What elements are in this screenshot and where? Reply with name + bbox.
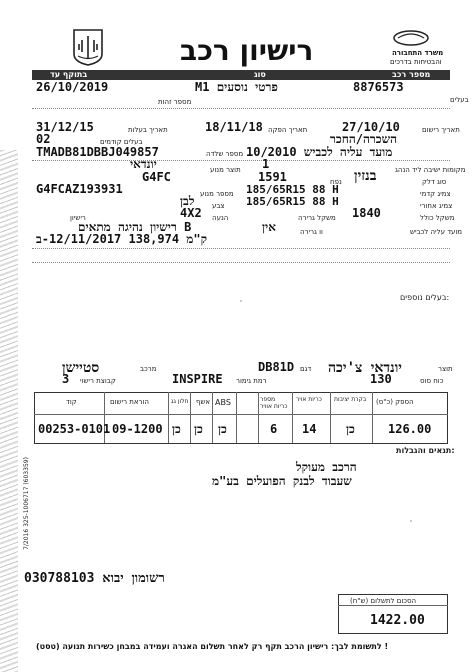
propulsion-value: 4X2 — [180, 206, 202, 220]
header-banner — [32, 70, 450, 80]
model-code-label: תוצר מנוע — [210, 166, 241, 174]
comment-line-2: שעבוד לבנק הפועלים בע"מ — [212, 474, 352, 488]
spec-airbags-value: 6 — [270, 422, 278, 436]
comments-label: תנאים והגבלות: — [396, 446, 455, 455]
engine-number-value: G4FCAZ193931 — [36, 182, 123, 196]
spec-code-value: 00253-0101 — [38, 422, 111, 436]
spec-tow-value: כן — [194, 422, 203, 436]
banner-valid-until: בתוקף עד — [50, 70, 88, 79]
owner-date-value: 31/12/15 — [36, 120, 94, 134]
issue-date-value: 18/11/18 — [205, 120, 263, 134]
color-label: צבע — [212, 202, 225, 210]
additional-owners-label: בעלים נוספים: — [400, 293, 450, 302]
document-title: רישיון רכב — [180, 34, 314, 67]
spec-abs-value: כן — [218, 422, 227, 436]
tow-hook-value: אין — [262, 220, 276, 234]
required-inspection-value: מועד עליה לכביש 10/2010 — [246, 145, 393, 159]
spec-stability-value: כן — [346, 422, 355, 436]
vehicle-type-value: M1 פרטי נוסעים — [195, 80, 278, 94]
towing-weight-label: משקל גרירה — [298, 214, 336, 222]
propulsion-label: הנעה — [212, 214, 229, 222]
ministry-name: משרד התחבורה — [392, 49, 444, 57]
vehicle-seats-label: קבוצת רישוי — [80, 377, 116, 385]
spec-header-power: הספק (כ"ס) — [376, 398, 414, 406]
front-tire-value: 185/65R15 88 H — [246, 183, 339, 196]
spec-sunroof-value: כן — [172, 422, 181, 436]
trim-level-label: רמת גימור — [236, 377, 267, 385]
seats-near-driver-label: מקומות ישיבה ליד הנהג — [395, 166, 466, 174]
issue-date-label: תאריך הפקה — [268, 126, 308, 134]
chassis-label: מספר שלדה — [206, 150, 244, 158]
rear-tire-value: 185/65R15 88 H — [246, 195, 339, 208]
manufacturer-name-value: יונדאי — [130, 157, 157, 171]
spec-header-abs: ABS — [215, 398, 231, 407]
road-permit-value: רישיון נהיגה מתאים B — [78, 220, 192, 234]
vehicle-trim-value: סטיישן — [62, 360, 100, 376]
spec-header-sunroof: חלון גג — [171, 398, 189, 405]
front-tire-label: צמיג קדמי — [420, 190, 451, 198]
spec-header-airbags: כריות אויר — [296, 396, 322, 403]
km-reading-value: ק"מ 138,974 12/11/2017-ב — [36, 232, 208, 246]
emblem-icon — [70, 28, 106, 66]
license-number-value: 8876573 — [353, 80, 404, 94]
vehicle-engine-hp-value: 130 — [370, 372, 392, 386]
payment-label: הסכום לתשלום (ש"ח) — [350, 597, 417, 605]
registration-date-label: תאריך רישום — [422, 126, 460, 134]
banner-type: סוג — [254, 70, 266, 79]
vehicle-trim-label: מרכב — [140, 365, 157, 373]
previous-owners-label: בעלים קודמים — [100, 138, 143, 146]
spec-header-code: קוד — [66, 398, 77, 406]
spec-airbag-count-value: 14 — [302, 422, 317, 436]
footer-note: לתשומת לבך: רישיון הרכב תקף רק לאחר תשלום האגרה ועמידה במבחן כשירות תנועה (טסט) ! — [36, 642, 389, 651]
import-reference: 030788103 רשומון יבוא — [24, 571, 165, 586]
required-inspection-label: מועד עליה לכביש — [410, 228, 463, 236]
vehicle-manufacturer-label: תוצר — [438, 365, 453, 373]
scan-edge-texture — [0, 150, 18, 672]
banner-license-number: מספר רכב — [392, 70, 431, 79]
ministry-subname: והבטיחות בדרכים — [390, 58, 442, 66]
spec-power-value: 126.00 — [388, 422, 432, 436]
owner-label: בעלים — [450, 96, 469, 104]
color-value: לבן — [180, 194, 195, 208]
spec-header-airbags-count: מספר כריות אוויר — [260, 396, 288, 410]
comment-line-1: הרכב מעוקל — [296, 460, 357, 474]
valid-until-value: 26/10/2019 — [36, 80, 109, 94]
id-number-label: מספר זהות — [158, 98, 192, 106]
payment-amount: 1422.00 — [370, 613, 425, 628]
spec-registration-value: 09-1200 — [112, 422, 163, 436]
road-permit-label: רישיון — [70, 214, 86, 222]
vehicle-model-label: דגם — [300, 365, 312, 373]
fuel-type-value: בנזין — [354, 168, 377, 184]
seats-near-driver-value: 1 — [262, 157, 270, 171]
total-weight-value: 1840 — [352, 206, 381, 220]
spec-header-tow: אשף — [196, 398, 211, 406]
vehicle-model-code-value: DB81D — [258, 360, 295, 374]
fuel-type-label: סוג דלק — [422, 178, 447, 186]
vehicle-manufacturer-value: יונדאי צ'יכה — [328, 360, 402, 376]
engine-hp-label: כוח סוס — [420, 377, 444, 385]
ministry-logo-icon — [392, 28, 430, 48]
vehicle-seats-value: 3 — [62, 372, 70, 386]
side-code: 7/2016 325-1006717 (603359) — [22, 457, 30, 550]
spec-header-registration: הוראת רישום — [110, 398, 149, 406]
tow-hook-label: וו גרירה — [300, 228, 323, 236]
validity-date-label: תאריך בעלות — [128, 126, 168, 134]
chassis-number-value: TMADB81DBBJ049857 — [36, 145, 159, 159]
engine-volume-label: נפח — [330, 178, 342, 186]
engine-number-label: מספר מנוע — [200, 190, 234, 198]
vehicle-trim-level-value: INSPIRE — [172, 372, 223, 386]
engine-volume-value: 1591 — [258, 170, 287, 184]
usage-value: השכרה/החכר — [330, 132, 398, 146]
previous-owners-value: 02 — [36, 132, 51, 146]
model-code-value: G4FC — [142, 170, 171, 184]
rear-tire-label: צמיג אחורי — [420, 202, 453, 210]
total-weight-label: משקל כולל — [420, 214, 455, 222]
spec-header-stability: בקרת יציבות — [334, 396, 367, 403]
registration-date-value: 27/10/10 — [342, 120, 400, 134]
